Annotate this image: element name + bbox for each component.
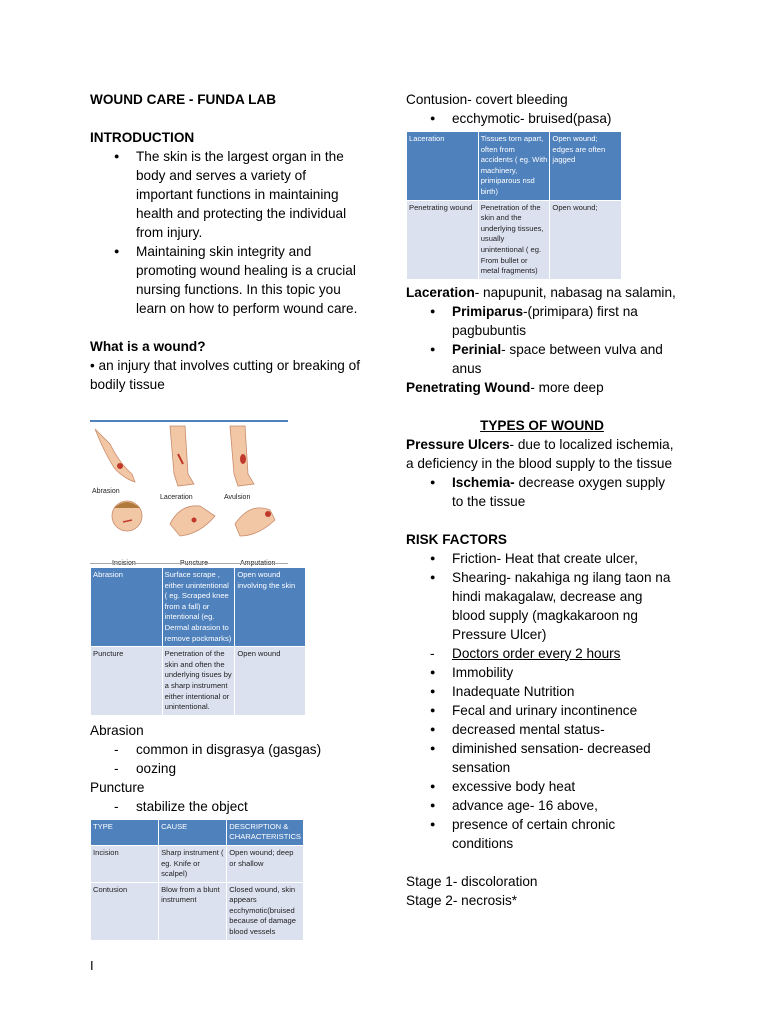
ischemia-text: decrease oxygen supply to the tissue (452, 474, 666, 509)
table-cell: DESCRIPTION & CHARACTERISTICS (227, 819, 304, 845)
table-cell: Incision (91, 845, 159, 882)
doctors-list (406, 644, 678, 663)
wound-table-2 (90, 819, 304, 941)
list-item (406, 473, 678, 511)
wound-definition: • an injury that involves cutting or breaking of bodily tissue (90, 358, 360, 392)
contusion-list (406, 109, 678, 128)
document-title: WOUND CARE - FUNDA LAB (90, 92, 277, 107)
figure-label-avulsion: Avulsion (224, 494, 251, 501)
risk-list-b (406, 663, 678, 853)
table-cell: Contusion (91, 882, 159, 940)
pressure-text: - due to localized ischemia, a deficiency in the blood supply to the tissue (406, 436, 674, 471)
table-cell: Closed wound, skin appears ecchymotic(bruised because of damage blood vessels (227, 882, 304, 940)
table-cell: Open wound; deep or shallow (227, 845, 304, 882)
laceration-list (406, 302, 678, 378)
puncture-list (90, 797, 365, 816)
ischemia-term: Ischemia- (452, 474, 515, 490)
table-cell: Surface scrape , either unintentional ( eg. Scraped knee from a fall) or intentional (eg. Dermal abrasion to remove pockmarks) (162, 568, 235, 647)
table-cell: Open wound; (550, 200, 622, 279)
table-row (91, 882, 304, 940)
stage-1: Stage 1- discoloration (406, 873, 538, 889)
table-row (407, 200, 622, 279)
list-item (406, 340, 678, 378)
table-cell: Penetrating wound (407, 200, 479, 279)
perinial-text: - space between vulva and anus (452, 341, 663, 376)
figure-label-abrasion: Abrasion (92, 488, 120, 495)
penetrating-text: - more deep (530, 379, 604, 395)
table-cell: Laceration (407, 132, 479, 201)
risk-list-a (406, 549, 678, 644)
primiparus-text: -(primipara) first na pagbubuntis (452, 303, 638, 338)
table-cell: Penetration of the skin and the underlying tissues, usually unintentional ( eg. From bullet or metal fragments) (478, 200, 550, 279)
abrasion-label: Abrasion (90, 722, 144, 738)
wound-question: What is a wound? (90, 339, 206, 354)
table-cell: Penetration of the skin and often the underlying tisues by a sharp instrument either intentional or unintentional. (162, 647, 235, 716)
ischemia-list (406, 473, 678, 511)
types-heading: TYPES OF WOUND (480, 417, 604, 433)
stage-2: Stage 2- necrosis* (406, 892, 518, 908)
laceration-text: - napupunit, nabasag na salamin, (474, 284, 676, 300)
table-row (407, 132, 622, 201)
figure-label-laceration: Laceration (160, 494, 193, 501)
table-cell: TYPE (91, 819, 159, 845)
penetrating-term: Penetrating Wound (406, 379, 531, 395)
table-cell: Open wound; edges are often jagged (550, 132, 622, 201)
list-item: ● Shearing- nakahiga ng ilang taon na hindi makagalaw, decrease ang blood supply (magkakaroon ng Pressure Ulcer) (406, 568, 678, 644)
intro-bullet-2: ● Maintaining skin integrity and promoting wound healing is a crucial nursing functions. In this topic you learn on how to perform wound care. (90, 242, 365, 318)
table-cell: Abrasion (91, 568, 163, 647)
perinial-term: Perinial (452, 341, 502, 357)
table-cell: Open wound (235, 647, 306, 716)
table-row (91, 819, 304, 845)
table-cell: Blow from a blunt instrument (159, 882, 227, 940)
list-item: ● diminished sensation- decreased sensation (406, 739, 678, 777)
figure-top-rule (90, 420, 288, 422)
penetrating-definition (406, 378, 678, 397)
left-column (90, 90, 365, 941)
list-item: - stabilize the object (90, 797, 365, 816)
list-item: ● ecchymotic- bruised(pasa) (406, 109, 678, 128)
text-cursor: I (90, 958, 94, 973)
wound-table-1 (90, 567, 306, 716)
intro-heading: INTRODUCTION (90, 130, 195, 145)
intro-bullet-1: ● The skin is the largest organ in the body and serves a variety of important functions in maintaining health and protecting the individual from injury. (90, 147, 365, 242)
list-item: ● Immobility (406, 663, 678, 682)
list-item: ● decreased mental status- (406, 720, 678, 739)
list-item: - oozing (90, 759, 365, 778)
list-item: ● Inadequate Nutrition (406, 682, 678, 701)
list-item: ● Friction- Heat that create ulcer, (406, 549, 678, 568)
laceration-term: Laceration (406, 284, 475, 300)
table-cell: CAUSE (159, 819, 227, 845)
table-cell: Tissues torn apart, often from accidents ( eg. With machinery, primiparous nsd birth) (478, 132, 550, 201)
table-cell: Sharp instrument ( eg. Knife or scalpel) (159, 845, 227, 882)
laceration-definition (406, 283, 678, 302)
list-item: - common in disgrasya (gasgas) (90, 740, 365, 759)
table-cell: Open wound involving the skin (235, 568, 306, 647)
table-cell: Puncture (91, 647, 163, 716)
table-row (91, 647, 306, 716)
wound-table-3 (406, 131, 622, 280)
table-row (91, 568, 306, 647)
figure-bottom-rule (90, 563, 288, 564)
abrasion-list (90, 740, 365, 778)
primiparus-term: Primiparus (452, 303, 524, 319)
pressure-definition (406, 435, 678, 473)
list-item: ● presence of certain chronic conditions (406, 815, 678, 853)
right-column (406, 90, 678, 910)
list-item: - Doctors order every 2 hours (406, 644, 678, 663)
table-row (91, 845, 304, 882)
list-item (406, 302, 678, 340)
list-item: ● advance age- 16 above, (406, 796, 678, 815)
puncture-label: Puncture (90, 779, 145, 795)
wound-types-figure (90, 420, 288, 565)
risk-heading: RISK FACTORS (406, 531, 507, 547)
intro-list (90, 147, 365, 318)
pressure-term: Pressure Ulcers (406, 436, 510, 452)
list-item: ● excessive body heat (406, 777, 678, 796)
list-item: ● Fecal and urinary incontinence (406, 701, 678, 720)
contusion-line: Contusion- covert bleeding (406, 92, 568, 107)
